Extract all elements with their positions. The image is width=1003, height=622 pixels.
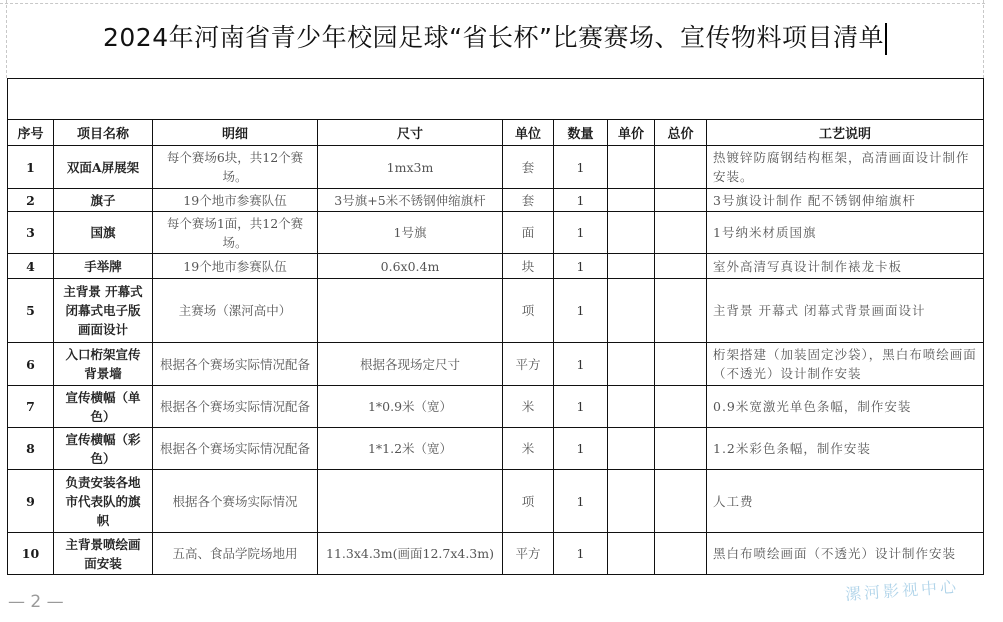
cell-total[interactable]: [655, 189, 707, 212]
cell-detail[interactable]: 根据各个赛场实际情况配备: [153, 428, 318, 470]
cell-price[interactable]: [608, 254, 655, 279]
cell-name[interactable]: 入口桁架宣传背景墙: [54, 343, 153, 386]
cell-name[interactable]: 旗子: [54, 189, 153, 212]
cell-size[interactable]: 11.3x4.3m(画面12.7x4.3m): [318, 533, 503, 575]
document-title[interactable]: [0, 18, 990, 55]
header-qty: 数量: [554, 120, 608, 146]
cell-craft[interactable]: 人工费: [707, 470, 984, 533]
text-cursor: [885, 23, 887, 55]
cell-price[interactable]: [608, 343, 655, 386]
document-title-text: 2024年河南省青少年校园足球“省长杯”比赛赛场、宣传物料项目清单: [102, 23, 885, 52]
cell-unit[interactable]: 面: [503, 212, 554, 254]
cell-no[interactable]: 1: [8, 146, 54, 189]
cell-no[interactable]: 3: [8, 212, 54, 254]
table-row: [8, 470, 984, 533]
header-craft: 工艺说明: [707, 120, 984, 146]
cell-name[interactable]: 国旗: [54, 212, 153, 254]
cell-qty[interactable]: 1: [554, 343, 608, 386]
cell-detail[interactable]: 主赛场（漯河高中）: [153, 279, 318, 343]
table-row: [8, 254, 984, 279]
cell-detail[interactable]: 19个地市参赛队伍: [153, 254, 318, 279]
header-total: 总价: [655, 120, 707, 146]
cell-qty[interactable]: 1: [554, 386, 608, 428]
cell-craft[interactable]: 热镀锌防腐钢结构框架，高清画面设计制作安装。: [707, 146, 984, 189]
cell-price[interactable]: [608, 470, 655, 533]
cell-craft[interactable]: 黑白布喷绘画面（不透光）设计制作安装: [707, 533, 984, 575]
cell-no[interactable]: 8: [8, 428, 54, 470]
header-price: 单价: [608, 120, 655, 146]
cell-craft[interactable]: 1号纳米材质国旗: [707, 212, 984, 254]
cell-size[interactable]: [318, 470, 503, 533]
cell-total[interactable]: [655, 279, 707, 343]
cell-size[interactable]: 1号旗: [318, 212, 503, 254]
cell-detail[interactable]: 根据各个赛场实际情况: [153, 470, 318, 533]
cell-size[interactable]: 1*1.2米（宽）: [318, 428, 503, 470]
cell-qty[interactable]: 1: [554, 146, 608, 189]
cell-qty[interactable]: 1: [554, 428, 608, 470]
cell-unit[interactable]: 套: [503, 146, 554, 189]
header-name: 项目名称: [54, 120, 153, 146]
cell-unit[interactable]: 套: [503, 189, 554, 212]
table-header-row: [8, 120, 984, 146]
cell-price[interactable]: [608, 428, 655, 470]
cell-total[interactable]: [655, 386, 707, 428]
cell-no[interactable]: 2: [8, 189, 54, 212]
header-detail: 明细: [153, 120, 318, 146]
cell-qty[interactable]: 1: [554, 254, 608, 279]
cell-size[interactable]: [318, 279, 503, 343]
watermark: 漯河影视中心: [844, 577, 960, 604]
cell-name[interactable]: 主背景喷绘画面安装: [54, 533, 153, 575]
cell-unit[interactable]: 平方: [503, 343, 554, 386]
cell-unit[interactable]: 米: [503, 386, 554, 428]
cell-unit[interactable]: 块: [503, 254, 554, 279]
table-row: [8, 533, 984, 575]
page-number: — 2 —: [8, 592, 64, 612]
cell-qty[interactable]: 1: [554, 212, 608, 254]
cell-qty[interactable]: 1: [554, 533, 608, 575]
cell-detail[interactable]: 根据各个赛场实际情况配备: [153, 343, 318, 386]
cell-no[interactable]: 4: [8, 254, 54, 279]
cell-total[interactable]: [655, 212, 707, 254]
cell-price[interactable]: [608, 212, 655, 254]
cell-craft[interactable]: 3号旗设计制作 配不锈钢伸缩旗杆: [707, 189, 984, 212]
cell-size[interactable]: 1mx3m: [318, 146, 503, 189]
cell-qty[interactable]: 1: [554, 189, 608, 212]
cell-detail[interactable]: 每个赛场1面，共12个赛场。: [153, 212, 318, 254]
cell-unit[interactable]: 项: [503, 470, 554, 533]
cell-total[interactable]: [655, 254, 707, 279]
cell-craft[interactable]: 0.9米宽激光单色条幅，制作安装: [707, 386, 984, 428]
page-margin-guide-top: [0, 3, 985, 4]
cell-size[interactable]: 0.6x0.4m: [318, 254, 503, 279]
cell-size[interactable]: 3号旗+5米不锈钢伸缩旗杆: [318, 189, 503, 212]
cell-no[interactable]: 5: [8, 279, 54, 343]
cell-total[interactable]: [655, 470, 707, 533]
cell-unit[interactable]: 项: [503, 279, 554, 343]
cell-total[interactable]: [655, 533, 707, 575]
header-size: 尺寸: [318, 120, 503, 146]
table-blank-row: [8, 79, 984, 120]
cell-price[interactable]: [608, 386, 655, 428]
header-unit: 单位: [503, 120, 554, 146]
table-row: [8, 189, 984, 212]
table-row: [8, 343, 984, 386]
items-table: [7, 78, 984, 575]
cell-craft[interactable]: 1.2米彩色条幅，制作安装: [707, 428, 984, 470]
cell-price[interactable]: [608, 279, 655, 343]
cell-price[interactable]: [608, 189, 655, 212]
cell-total[interactable]: [655, 146, 707, 189]
cell-no[interactable]: 7: [8, 386, 54, 428]
cell-size[interactable]: 1*0.9米（宽）: [318, 386, 503, 428]
cell-name[interactable]: 手举牌: [54, 254, 153, 279]
cell-name[interactable]: 宣传横幅（彩色）: [54, 428, 153, 470]
cell-unit[interactable]: 米: [503, 428, 554, 470]
cell-name[interactable]: 宣传横幅（单色）: [54, 386, 153, 428]
cell-detail[interactable]: 19个地市参赛队伍: [153, 189, 318, 212]
cell-total[interactable]: [655, 343, 707, 386]
cell-detail[interactable]: 五高、食品学院场地用: [153, 533, 318, 575]
blank-cell[interactable]: [8, 79, 984, 120]
cell-price[interactable]: [608, 533, 655, 575]
cell-unit[interactable]: 平方: [503, 533, 554, 575]
table-row: [8, 386, 984, 428]
table-row: [8, 212, 984, 254]
cell-no[interactable]: 6: [8, 343, 54, 386]
table-row: [8, 146, 984, 189]
cell-craft[interactable]: 主背景 开幕式 闭幕式背景画面设计: [707, 279, 984, 343]
cell-name[interactable]: 主背景 开幕式 闭幕式电子版画面设计: [54, 279, 153, 343]
cell-qty[interactable]: 1: [554, 470, 608, 533]
header-no: 序号: [8, 120, 54, 146]
table-row: [8, 428, 984, 470]
cell-name[interactable]: 负责安装各地市代表队的旗帜: [54, 470, 153, 533]
cell-no[interactable]: 9: [8, 470, 54, 533]
cell-detail[interactable]: 每个赛场6块，共12个赛场。: [153, 146, 318, 189]
cell-no[interactable]: 10: [8, 533, 54, 575]
cell-detail[interactable]: 根据各个赛场实际情况配备: [153, 386, 318, 428]
cell-total[interactable]: [655, 428, 707, 470]
cell-size[interactable]: 根据各现场定尺寸: [318, 343, 503, 386]
cell-price[interactable]: [608, 146, 655, 189]
table-row: [8, 279, 984, 343]
cell-name[interactable]: 双面A屏展架: [54, 146, 153, 189]
cell-qty[interactable]: 1: [554, 279, 608, 343]
cell-craft[interactable]: 桁架搭建（加装固定沙袋），黑白布喷绘画面（不透光）设计制作安装: [707, 343, 984, 386]
cell-craft[interactable]: 室外高清写真设计制作裱龙卡板: [707, 254, 984, 279]
